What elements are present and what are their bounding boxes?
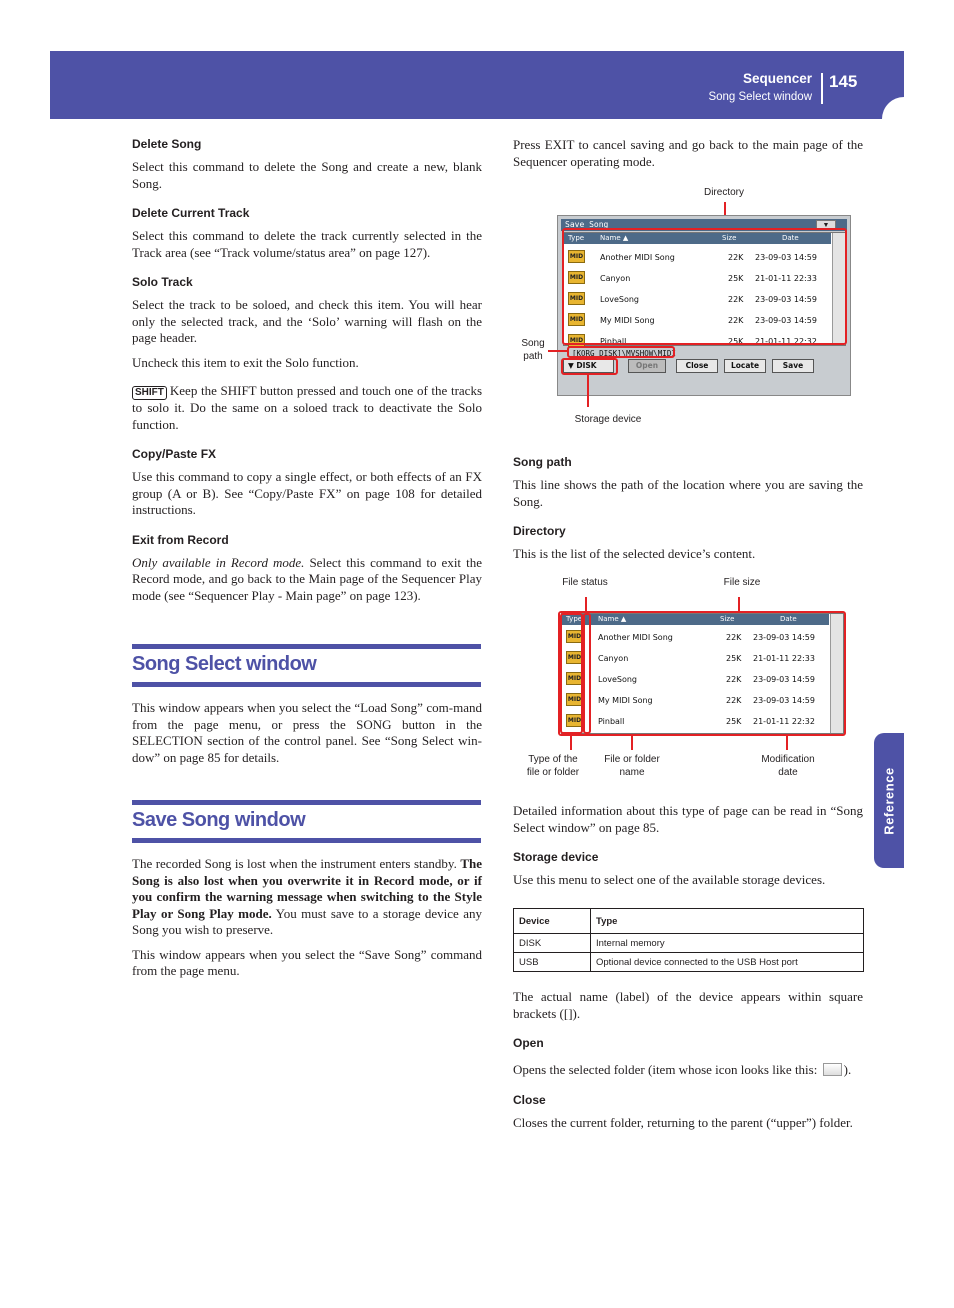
- song-select-body: [132, 700, 482, 774]
- fig2-label-name-1: File or folder: [604, 754, 660, 765]
- save-song-text-1a: The recorded Song is lost when the instrument enters standby.: [132, 856, 461, 871]
- solo-track-heading: Solo Track: [132, 275, 193, 289]
- fig2-date-pointer: [786, 736, 788, 750]
- device-cell: USB: [514, 953, 591, 972]
- file-date: 21-01-11 22:33: [755, 274, 817, 283]
- fig2-status-highlight: [583, 613, 591, 734]
- file-date: 23-09-03 14:59: [753, 696, 815, 705]
- header-section-title: Sequencer: [742, 71, 812, 86]
- type-cell: Internal memory: [591, 934, 864, 953]
- fig2-outer-highlight: [558, 611, 846, 736]
- fig2-label-file-size: File size: [723, 577, 761, 588]
- fig1-col-name[interactable]: Name ▲: [600, 234, 629, 242]
- close-button[interactable]: Close: [676, 359, 718, 373]
- fig2-label-type-2: file or folder: [526, 767, 580, 778]
- fig2-col-type[interactable]: Type: [566, 615, 583, 623]
- device-cell: DISK: [514, 934, 591, 953]
- fig2-label-file-status: File status: [562, 577, 608, 588]
- fig1-device-highlight: [561, 358, 618, 375]
- locate-button[interactable]: Locate: [724, 359, 766, 373]
- save-song-text-2: This window appears when you select the “Save Song” command from the page menu.: [132, 946, 482, 978]
- open-heading: Open: [513, 1036, 544, 1050]
- fig2-type-pointer: [570, 736, 572, 750]
- file-type-icon: MID: [568, 271, 585, 284]
- file-name: Pinball: [598, 717, 625, 726]
- fig1-label-song-path: [513, 337, 553, 363]
- exit-record-heading: Exit from Record: [132, 532, 229, 547]
- label-note-text: The actual name (label) of the device appears within square brackets ([]).: [513, 989, 863, 1021]
- fig1-col-type[interactable]: Type: [568, 234, 585, 242]
- song-path-section: [513, 455, 863, 571]
- file-date: 21-01-11 22:33: [753, 654, 815, 663]
- song-select-text: This window appears when you select the “Load Song” com-mand from the page menu, or press the SONG button in the SELECTION section of the control panel. See “Song Select win-dow” on page 85 for details.: [132, 700, 482, 765]
- save-intro-text: Press EXIT to cancel saving and go back to the main page of the Sequencer operating mode.: [513, 137, 863, 169]
- directory-text: This is the list of the selected device’s content.: [513, 546, 756, 561]
- file-name: LoveSong: [600, 295, 639, 304]
- file-name: LoveSong: [598, 675, 637, 684]
- song-path-text: This line shows the path of the location where you are saving the Song.: [513, 477, 863, 509]
- save-song-body: [132, 856, 482, 988]
- fig2-label-mod-1: Modification: [761, 754, 815, 765]
- open-text-a: Opens the selected folder (item whose icon looks like this:: [513, 1062, 821, 1077]
- file-size: 25K: [728, 337, 744, 346]
- device-arrow-icon: ▼: [568, 361, 577, 370]
- fig2-label-type: [520, 753, 586, 779]
- save-song-heading-text: Save Song window: [132, 809, 306, 831]
- device-value: DISK: [576, 361, 597, 370]
- save-song-text-1c: You must save to a storage device any Song you wish to preserve.: [132, 905, 482, 937]
- file-type-icon: MID: [566, 630, 583, 643]
- fig1-col-size[interactable]: Size: [722, 234, 737, 242]
- file-date: 21-01-11 22:32: [755, 337, 817, 346]
- file-type-icon: MID: [568, 292, 585, 305]
- copy-paste-text: Use this command to copy a single effect, or both effects of an FX group (A or B). See “Copy/Paste FX” on page 108 for detailed instructions.: [132, 469, 482, 517]
- file-type-icon: MID: [568, 334, 585, 347]
- open-button[interactable]: Open: [628, 359, 666, 373]
- fig2-label-name: [596, 753, 668, 779]
- fig2-status-pointer: [585, 597, 587, 611]
- file-size: 22K: [726, 633, 742, 642]
- page-number: 145: [829, 72, 858, 91]
- file-type-icon: MID: [566, 714, 583, 727]
- type-cell: Optional device connected to the USB Host port: [591, 953, 864, 972]
- fig1-label-song-path-2: path: [523, 351, 543, 362]
- solo-track-text-2: Uncheck this item to exit the Solo function.: [132, 354, 359, 370]
- fig2-label-name-2: name: [619, 767, 645, 778]
- file-name: My MIDI Song: [600, 316, 655, 325]
- song-select-section-heading: [132, 644, 481, 687]
- open-text: [513, 1062, 863, 1079]
- file-name: Pinball: [600, 337, 627, 346]
- file-size: 22K: [728, 253, 744, 262]
- open-close-section: [513, 989, 863, 1139]
- header-subsection: Song Select window: [708, 91, 812, 103]
- table-row: [514, 934, 864, 953]
- file-date: 23-09-03 14:59: [755, 253, 817, 262]
- type-col-header: Type: [591, 909, 864, 934]
- storage-heading: Storage device: [513, 850, 599, 864]
- file-type-icon: MID: [566, 651, 583, 664]
- open-text-b: ).: [843, 1062, 852, 1077]
- folder-icon: [823, 1063, 842, 1076]
- exit-record-italic: Only available in Record mode.: [132, 554, 305, 570]
- file-size: 22K: [726, 696, 742, 705]
- delete-track-heading: Delete Current Track: [132, 206, 250, 220]
- fig2-col-date[interactable]: Date: [780, 615, 797, 623]
- fig2-size-pointer: [738, 597, 740, 611]
- close-text: Closes the current folder, returning to the parent (“upper”) folder.: [513, 1114, 853, 1130]
- file-type-icon: MID: [568, 313, 585, 326]
- file-size: 25K: [726, 654, 742, 663]
- save-song-text-1b: The Song is also lost when you overwrite it in Record mode, or if you confirm the warning message when switching to the Style Play or Song Play mode.: [132, 856, 482, 921]
- fig1-label-song-path-1: Song: [521, 338, 545, 349]
- fig2-label-type-1: Type of the: [528, 754, 578, 765]
- left-column: [132, 137, 482, 612]
- device-table: [513, 908, 864, 972]
- exit-record-body: Select this command to exit the Record mode, and go back to the Main page of the Sequencer Play mode (see “Sequencer Play - Main page” on page 123).: [132, 554, 482, 603]
- fig1-label-directory: Directory: [703, 187, 744, 198]
- file-date: 23-09-03 14:59: [753, 633, 815, 642]
- detail-text: Detailed information about this type of page can be read in “Song Select window” on page 85.: [513, 803, 863, 835]
- file-type-icon: MID: [568, 250, 585, 263]
- fig1-label-storage: Storage device: [574, 414, 642, 425]
- device-table-header: [514, 909, 864, 934]
- shift-key-icon: SHIFT: [132, 386, 167, 400]
- fig1-device-pointer: [587, 375, 589, 407]
- header-divider: [821, 73, 823, 104]
- file-date: 21-01-11 22:32: [753, 717, 815, 726]
- copy-paste-heading: Copy/Paste FX: [132, 447, 217, 461]
- file-name: Canyon: [600, 274, 631, 283]
- file-size: 25K: [726, 717, 742, 726]
- fig1-path-highlight: [567, 346, 675, 358]
- storage-section: [513, 803, 863, 897]
- side-tab-reference: [874, 733, 904, 868]
- save-song-window-title: Save Song: [561, 219, 847, 231]
- file-date: 23-09-03 14:59: [753, 675, 815, 684]
- fig2-type-highlight: [560, 613, 583, 734]
- fig2-col-name[interactable]: Name ▲: [598, 615, 627, 623]
- song-path-bar: [KORG DISK]\MVSHOW\MIDI: [572, 349, 676, 358]
- device-col-header: Device: [514, 909, 591, 934]
- file-date: 23-09-03 14:59: [755, 316, 817, 325]
- delete-track-text: Select this command to delete the track currently selected in the Track area (see “Track volume/status area” on page 127).: [132, 228, 482, 260]
- table-row: [514, 953, 864, 972]
- fig2-col-size[interactable]: Size: [720, 615, 735, 623]
- file-name: Canyon: [598, 654, 629, 663]
- file-size: 22K: [728, 295, 744, 304]
- directory-heading: Directory: [513, 524, 566, 538]
- file-name: My MIDI Song: [598, 696, 653, 705]
- close-heading: Close: [513, 1092, 546, 1107]
- song-path-heading: Song path: [513, 455, 572, 469]
- storage-text: Use this menu to select one of the available storage devices.: [513, 872, 826, 887]
- fig2-label-mod-2: date: [778, 767, 798, 778]
- exit-record-text: [132, 555, 482, 605]
- fig1-col-date[interactable]: Date: [782, 234, 799, 242]
- solo-shift-text: Keep the SHIFT button pressed and touch one of the tracks to solo it. Do the same on a soloed track to deactivate the Solo function.: [132, 383, 482, 432]
- right-column-intro: [513, 137, 863, 178]
- file-type-icon: MID: [566, 693, 583, 706]
- file-name: Another MIDI Song: [598, 633, 673, 642]
- side-tab-label: Reference: [881, 766, 897, 835]
- solo-track-text-1: Select the track to be soloed, and check this item. You will hear only the selected track, and the ‘Solo’ warning will flash on the page header.: [132, 297, 482, 345]
- save-song-section-heading: [132, 800, 481, 843]
- file-name: Another MIDI Song: [600, 253, 675, 262]
- solo-track-text-3: [132, 383, 482, 433]
- fig2-name-pointer: [631, 736, 633, 750]
- save-button[interactable]: Save: [772, 359, 814, 373]
- fig1-directory-highlight: [562, 228, 847, 345]
- song-select-heading-text: Song Select window: [132, 653, 317, 675]
- delete-song-heading: Delete Song: [132, 137, 202, 151]
- file-size: 22K: [728, 316, 744, 325]
- file-date: 23-09-03 14:59: [755, 295, 817, 304]
- file-size: 22K: [726, 675, 742, 684]
- save-song-text-1: [132, 856, 482, 939]
- fig2-label-mod: [752, 753, 824, 779]
- delete-song-text: Select this command to delete the Song and create a new, blank Song.: [132, 159, 482, 191]
- file-type-icon: MID: [566, 672, 583, 685]
- window-menu-arrow-icon[interactable]: ▼: [816, 220, 836, 230]
- file-size: 25K: [728, 274, 744, 283]
